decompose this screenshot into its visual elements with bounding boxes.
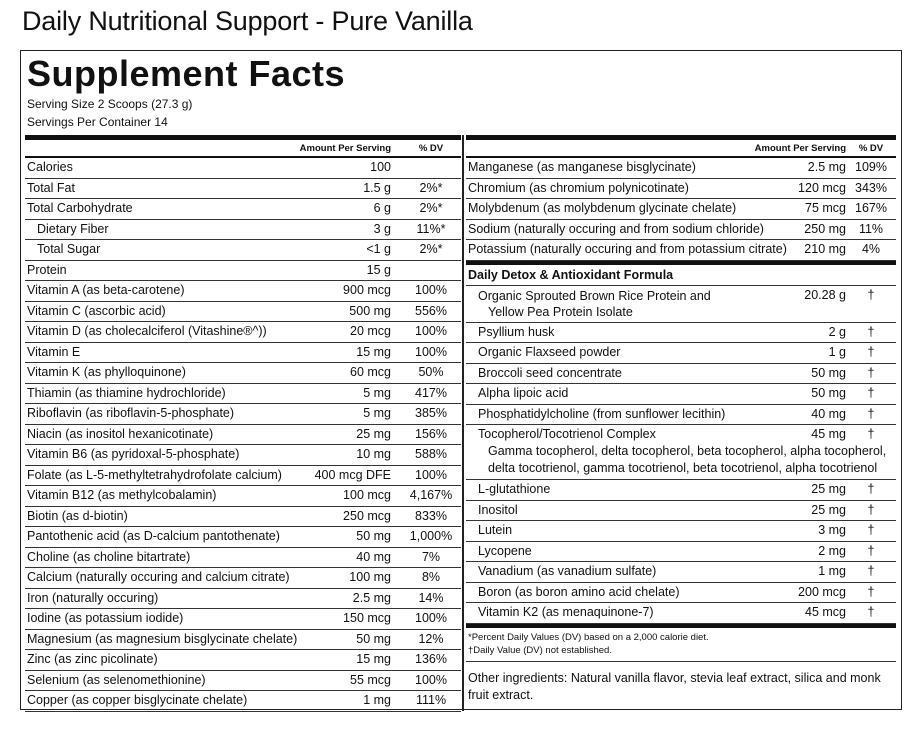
left-header	[25, 140, 461, 156]
nutrient-dv: 12%	[418, 631, 444, 646]
nutrient-row	[466, 179, 896, 200]
nutrient-amount: 2 g	[828, 324, 846, 339]
nutrient-row	[25, 445, 461, 466]
nutrient-name: Vitamin B6 (as pyridoxal-5-phosphate)	[27, 447, 240, 461]
nutrient-name: Broccoli seed concentrate	[478, 365, 622, 380]
nutrient-dv: 100%	[415, 324, 447, 338]
nutrient-row	[25, 486, 461, 507]
nutrient-row	[466, 501, 896, 522]
nutrient-row	[466, 158, 896, 179]
nutrient-name: Thiamin (as thiamine hydrochloride)	[27, 385, 226, 400]
nutrient-row	[25, 322, 461, 343]
nutrient-name: Psyllium husk	[478, 324, 555, 339]
dv-header: % DV	[418, 143, 444, 154]
nutrient-amount: 50 mg	[811, 365, 846, 380]
nutrient-row	[466, 405, 896, 426]
nutrient-dv: 556%	[415, 303, 447, 318]
nutrient-dv: †	[867, 564, 875, 578]
nutrient-amount: 150 mcg	[343, 611, 391, 625]
nutrient-amount: 1.5 g	[363, 180, 391, 195]
nutrient-dv: 136%	[415, 652, 447, 666]
nutrient-name: Alpha lipoic acid	[478, 386, 569, 400]
nutrient-dv: 588%	[415, 447, 447, 461]
nutrient-row	[25, 568, 461, 589]
left-column	[25, 135, 461, 712]
nutrient-dv: 2%*	[419, 242, 443, 256]
nutrient-row	[25, 527, 461, 548]
nutrient-name: Calcium (naturally occuring and calcium citrate)	[27, 570, 290, 584]
nutrient-amount: 6 g	[373, 201, 391, 215]
nutrient-name: Organic Flaxseed powder	[478, 345, 621, 359]
nutrient-amount: 3 mg	[818, 523, 846, 537]
nutrient-amount: 55 mcg	[350, 672, 391, 687]
nutrient-amount: 45 mg	[811, 427, 846, 441]
nutrient-dv: †	[867, 427, 875, 441]
nutrient-dv: †	[867, 324, 875, 339]
nutrient-row	[25, 630, 461, 651]
left-nutrient-list	[25, 158, 461, 712]
nutrient-row	[25, 609, 461, 630]
nutrient-amount: 200 mcg	[798, 584, 846, 599]
nutrient-name-line2: Yellow Pea Protein Isolate	[488, 304, 633, 319]
nutrient-amount: 60 mcg	[350, 365, 391, 379]
nutrient-name: Tocopherol/Tocotrienol Complex	[478, 427, 656, 441]
complex-detail: delta tocotrienol, gamma tocotrienol, beta tocotrienol, alpha tocotrienol	[488, 461, 878, 475]
nutrient-name: Lutein	[478, 523, 513, 537]
nutrient-amount: 2.5 mg	[352, 590, 391, 605]
nutrient-name: Choline (as choline bitartrate)	[27, 549, 191, 564]
column-divider	[462, 135, 464, 711]
nutrient-row	[25, 179, 461, 200]
nutrient-row	[466, 286, 896, 323]
nutrient-amount: 250 mg	[804, 221, 846, 236]
nutrient-amount: 100	[370, 160, 391, 174]
nutrient-name: Riboflavin (as riboflavin-5-phosphate)	[27, 406, 235, 420]
nutrient-row	[25, 691, 461, 712]
nutrient-row	[25, 589, 461, 610]
nutrient-name: Protein	[27, 262, 67, 277]
nutrient-dv: 343%	[855, 180, 887, 195]
nutrient-dv: 156%	[415, 426, 447, 441]
nutrient-amount: 45 mcg	[805, 605, 846, 619]
nutrient-amount: 20.28 g	[804, 287, 846, 302]
nutrient-row	[466, 542, 896, 563]
nutrient-amount: 400 mcg DFE	[314, 467, 391, 482]
nutrient-amount: 75 mcg	[805, 201, 846, 215]
nutrient-row	[25, 507, 461, 528]
servings-per-container: Servings Per Container 14	[27, 115, 168, 129]
nutrient-amount: 15 mg	[356, 652, 391, 666]
nutrient-amount: 10 mg	[356, 447, 391, 461]
nutrient-amount: 3 g	[373, 221, 391, 236]
nutrient-dv: 100%	[415, 344, 447, 359]
nutrient-amount: 15 mg	[356, 344, 391, 359]
nutrient-name: Organic Sprouted Brown Rice Protein and	[478, 288, 711, 303]
nutrient-name: Lycopene	[478, 543, 532, 558]
nutrient-dv: †	[867, 502, 875, 517]
nutrient-row	[466, 323, 896, 344]
nutrient-dv: †	[867, 287, 875, 302]
nutrient-row	[466, 364, 896, 385]
nutrient-dv: 4,167%	[409, 488, 453, 502]
nutrient-row	[25, 158, 461, 179]
nutrient-amount: 1 mg	[818, 564, 846, 578]
right-column	[466, 135, 896, 704]
nutrient-amount: 100 mg	[349, 570, 391, 584]
nutrient-name: Vitamin D (as cholecalciferol (Vitashine®^))	[27, 324, 267, 338]
nutrient-row	[466, 562, 896, 583]
nutrient-name: Calories	[27, 160, 73, 174]
nutrient-name: Phosphatidylcholine (from sunflower lecithin)	[478, 406, 726, 421]
nutrient-dv: 2%*	[419, 180, 443, 195]
nutrient-amount: 50 mg	[356, 631, 391, 646]
nutrient-dv: 109%	[855, 160, 887, 174]
page-title: Daily Nutritional Support - Pure Vanilla	[22, 6, 473, 36]
nutrient-amount: 2.5 mg	[807, 160, 846, 174]
nutrient-name: Potassium (naturally occuring and from potassium citrate)	[468, 242, 787, 256]
nutrient-row	[25, 425, 461, 446]
nutrient-row	[25, 363, 461, 384]
nutrient-amount: 40 mg	[811, 406, 846, 421]
nutrient-amount: 15 g	[366, 262, 391, 277]
nutrient-dv: 4%	[861, 242, 881, 256]
nutrient-row	[466, 521, 896, 542]
nutrient-name: Pantothenic acid (as D-calcium pantothenate)	[27, 529, 280, 543]
nutrient-row	[466, 240, 896, 261]
nutrient-dv: 417%	[415, 385, 447, 400]
nutrient-dv: 100%	[415, 672, 447, 687]
nutrient-name: Vitamin C (ascorbic acid)	[27, 303, 166, 318]
nutrient-dv: 100%	[415, 283, 447, 297]
right-header	[466, 140, 896, 156]
nutrient-row	[466, 199, 896, 220]
nutrient-dv: †	[867, 365, 875, 380]
nutrient-amount: 5 mg	[363, 406, 391, 420]
nutrient-name: Total Fat	[27, 180, 75, 195]
nutrient-dv: 2%*	[419, 201, 443, 215]
nutrient-name: Sodium (naturally occuring and from sodium chloride)	[468, 221, 764, 236]
amount-header: Amount Per Serving	[754, 143, 846, 154]
footnote-dagger: †Daily Value (DV) not established.	[468, 644, 612, 656]
nutrient-name: Vanadium (as vanadium sulfate)	[478, 564, 657, 578]
nutrient-row	[25, 343, 461, 364]
nutrient-name: Vitamin A (as beta-carotene)	[27, 283, 185, 297]
nutrient-dv: 50%	[418, 365, 444, 379]
amount-header: Amount Per Serving	[299, 143, 391, 154]
nutrient-row	[25, 220, 461, 241]
nutrient-name: Biotin (as d-biotin)	[27, 508, 128, 523]
nutrient-name: Dietary Fiber	[37, 221, 109, 236]
nutrient-row	[25, 261, 461, 282]
dv-header: % DV	[858, 143, 884, 154]
blend-title: Daily Detox & Antioxidant Formula	[466, 265, 896, 286]
nutrient-amount: 120 mcg	[798, 180, 846, 195]
nutrient-row	[25, 384, 461, 405]
nutrient-amount: 25 mg	[811, 502, 846, 517]
right-nutrient-list	[466, 158, 896, 261]
nutrient-dv: 833%	[415, 508, 447, 523]
complex-detail: Gamma tocopherol, delta tocopherol, beta tocopherol, alpha tocopherol,	[488, 444, 887, 458]
nutrient-amount: 2 mg	[818, 543, 846, 558]
nutrient-row	[466, 343, 896, 364]
nutrient-amount: 25 mg	[356, 426, 391, 441]
nutrient-dv: 11%*	[416, 221, 446, 236]
nutrient-dv: †	[867, 386, 875, 400]
nutrient-row	[25, 302, 461, 323]
nutrient-dv: 111%	[415, 693, 447, 707]
nutrient-row	[25, 466, 461, 487]
nutrient-row	[466, 220, 896, 241]
nutrient-dv: †	[867, 543, 875, 558]
nutrient-dv: 100%	[415, 467, 447, 482]
nutrient-amount: 500 mg	[349, 303, 391, 318]
nutrient-row	[466, 583, 896, 604]
nutrient-dv: 7%	[421, 549, 441, 564]
nutrient-row	[25, 199, 461, 220]
nutrient-row	[25, 650, 461, 671]
nutrient-dv: 100%	[415, 611, 447, 625]
blend-list	[466, 286, 896, 624]
nutrient-dv: †	[867, 523, 875, 537]
nutrient-name: Vitamin E	[27, 344, 81, 359]
nutrient-row	[25, 281, 461, 302]
nutrient-dv: †	[867, 345, 875, 359]
nutrient-name: Copper (as copper bisglycinate chelate)	[27, 693, 248, 707]
nutrient-name: Total Carbohydrate	[27, 201, 133, 215]
nutrient-row	[466, 425, 896, 480]
nutrient-name: Magnesium (as magnesium bisglycinate chelate)	[27, 631, 298, 646]
nutrient-row	[25, 404, 461, 425]
nutrient-row	[466, 603, 896, 624]
supplement-facts-panel	[20, 50, 902, 710]
serving-size: Serving Size 2 Scoops (27.3 g)	[27, 97, 193, 111]
nutrient-dv: †	[867, 482, 875, 496]
nutrient-amount: 20 mcg	[350, 324, 391, 338]
nutrient-name: Iodine (as potassium iodide)	[27, 611, 184, 625]
nutrient-dv: 11%	[858, 221, 884, 236]
nutrient-row	[25, 671, 461, 692]
nutrient-amount: 5 mg	[363, 385, 391, 400]
nutrient-name: Vitamin K2 (as menaquinone-7)	[478, 605, 654, 619]
nutrient-name: Zinc (as zinc picolinate)	[27, 652, 158, 666]
nutrient-name: Iron (naturally occuring)	[27, 590, 159, 605]
nutrient-dv: †	[867, 584, 875, 599]
nutrient-amount: 50 mg	[811, 386, 846, 400]
nutrient-name: Chromium (as chromium polynicotinate)	[468, 180, 689, 195]
nutrient-name: L-glutathione	[478, 482, 551, 496]
nutrient-amount: 900 mcg	[343, 283, 391, 297]
nutrient-dv: 167%	[855, 201, 887, 215]
nutrient-name: Inositol	[478, 502, 518, 517]
nutrient-amount: 1 g	[828, 345, 846, 359]
nutrient-dv: 385%	[415, 406, 447, 420]
nutrient-dv: 8%	[421, 570, 441, 584]
nutrient-amount: 100 mcg	[343, 488, 391, 502]
nutrient-dv: 14%	[418, 590, 444, 605]
nutrient-name: Vitamin K (as phylloquinone)	[27, 365, 186, 379]
nutrient-amount: 25 mg	[811, 482, 846, 496]
bottom-rule	[466, 624, 896, 628]
nutrient-amount: 50 mg	[356, 529, 391, 543]
footnote-dv: *Percent Daily Values (DV) based on a 2,000 calorie diet.	[468, 631, 709, 643]
nutrient-name: Molybdenum (as molybdenum glycinate chelate)	[468, 201, 737, 215]
other-ingredients: Other ingredients: Natural vanilla flavor, stevia leaf extract, silica and monk fruit extract.	[468, 670, 881, 702]
supplement-facts-heading: Supplement Facts	[27, 53, 346, 94]
nutrient-amount: <1 g	[366, 242, 391, 256]
nutrient-name: Folate (as L-5-methyltetrahydrofolate calcium)	[27, 467, 282, 482]
nutrient-row	[466, 480, 896, 501]
nutrient-name: Manganese (as manganese bisglycinate)	[468, 160, 696, 174]
nutrient-dv: †	[867, 605, 875, 619]
nutrient-amount: 210 mg	[804, 242, 846, 256]
nutrient-amount: 1 mg	[363, 693, 391, 707]
nutrient-name: Total Sugar	[37, 242, 101, 256]
nutrient-name: Selenium (as selenomethionine)	[27, 672, 206, 687]
nutrient-dv: †	[867, 406, 875, 421]
nutrient-row	[25, 548, 461, 569]
nutrient-name: Niacin (as inositol hexanicotinate)	[27, 426, 214, 441]
nutrient-amount: 250 mcg	[343, 508, 391, 523]
nutrient-name: Vitamin B12 (as methylcobalamin)	[27, 488, 217, 502]
nutrient-row	[466, 384, 896, 405]
nutrient-amount: 40 mg	[356, 549, 391, 564]
nutrient-name: Boron (as boron amino acid chelate)	[478, 584, 680, 599]
nutrient-row	[25, 240, 461, 261]
nutrient-dv: 1,000%	[409, 529, 453, 543]
